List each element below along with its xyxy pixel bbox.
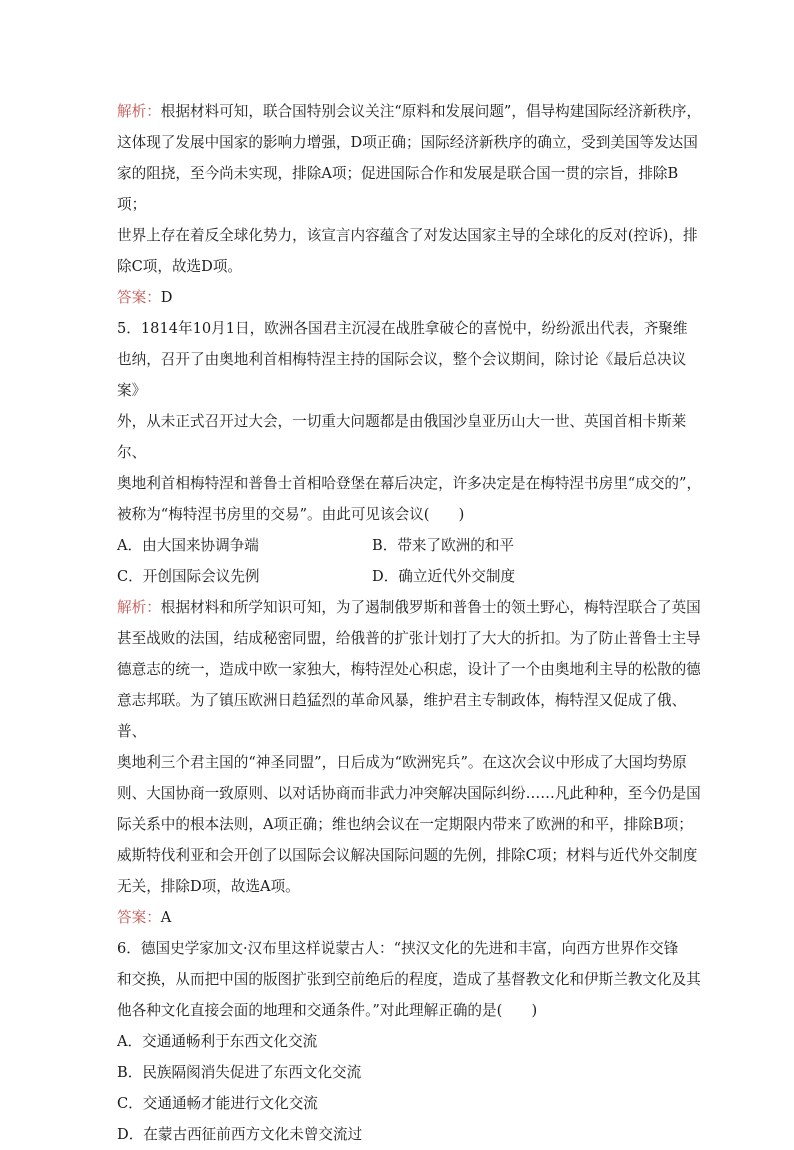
q5-analysis-line-1: 解析：根据材料和所学知识可知，为了遏制俄罗斯和普鲁士的领土野心，梅特涅联合了英国 [117,599,701,616]
answer-value: D [160,289,173,306]
q5-stem-line-2: 也纳，召开了由奥地利首相梅特涅主持的国际会议，整个会议期间，除讨论《最后总决议案》 [117,351,687,399]
q6-stem-line-1: 6．德国史学家加文·汉布里这样说蒙古人：“挟汉文化的先进和丰富，向西方世界作交锋 [117,940,679,957]
analysis-label: 解析： [117,103,161,120]
answer-label: 答案： [117,289,161,306]
q5-options-row-2 [117,561,704,592]
q5-analysis-line-8: 威斯特伐利亚和会开创了以国际会议解决国际问题的先例，排除C项；材料与近代外交制度 [117,847,698,864]
q5-option-b: B．带来了欧洲的和平 [372,537,515,554]
q4-analysis-line-3: 家的阻挠，至今尚未实现，排除A项；促进国际合作和发展是联合国一贯的宗旨，排除B项； [117,165,679,213]
q5-stem-line-3: 外，从未正式召开过大会，一切重大问题都是由俄国沙皇亚历山大一世、英国首相卡斯莱尔、 [117,413,687,461]
q4-answer [117,282,704,313]
q5-option-c: C．开创国际会议先例 [117,568,260,585]
q5-analysis-line-2: 甚至战败的法国，结成秘密同盟，给俄普的扩张计划打了大大的折扣。为了防止普鲁士主导 [117,630,701,647]
q6-option-b: B．民族隔阂消失促进了东西文化交流 [117,1064,362,1081]
q5-analysis-line-4: 意志邦联。为了镇压欧洲日趋猛烈的革命风暴，维护君主专制政体，梅特涅又促成了俄、普、 [117,692,687,740]
q5-analysis-line-3: 德意志的统一，造成中欧一家独大，梅特涅处心积虑，设计了一个由奥地利主导的松散的德 [117,661,701,678]
q5-analysis-line-7: 际关系中的根本法则，A项正确；维也纳会议在一定期限内带来了欧洲的和平，排除B项； [117,816,693,833]
answer-value: A [160,909,172,926]
q5-block [117,313,704,933]
q6-block [117,933,704,1150]
q4-analysis-line-5: 除C项，故选D项。 [117,258,243,275]
q5-analysis-line-5: 奥地利三个君主国的“神圣同盟”，日后成为“欧洲宪兵”。在这次会议中形成了大国均势原 [117,754,687,771]
q5-analysis-line-9: 无关，排除D项，故选A项。 [117,878,300,895]
q6-option-d: D．在蒙古西征前西方文化未曾交流过 [117,1126,363,1143]
answer-label: 答案： [117,909,161,926]
q4-analysis-line-2: 这体现了发展中国家的影响力增强，D项正确；国际经济新秩序的确立，受到美国等发达国 [117,134,698,151]
q5-options-row-1 [117,530,704,561]
q6-stem-line-3: 他各种文化直接会面的地理和交通条件。”对此理解正确的是( ) [117,1002,538,1019]
q5-analysis-line-6: 则、大国协商一致原则、以对话协商而非武力冲突解决国际纠纷……凡此种种，至今仍是国 [117,785,701,802]
analysis-label: 解析： [117,599,161,616]
q5-option-d: D．确立近代外交制度 [372,568,516,585]
q5-stem-line-4: 奥地利首相梅特涅和普鲁士首相哈登堡在幕后决定，许多决定是在梅特涅书房里“成交的”， [117,475,702,492]
q5-option-a: A．由大国来协调争端 [117,537,259,554]
q6-option-a: A．交通通畅利于东西文化交流 [117,1033,318,1050]
q5-answer [117,902,704,933]
q4-analysis-line-4: 世界上存在着反全球化势力，该宣言内容蕴含了对发达国家主导的全球化的反对(控诉)，排 [117,227,698,244]
q6-stem-line-2: 和交换，从而把中国的版图扩张到空前绝后的程度，造成了基督教文化和伊斯兰教文化及其 [117,971,701,988]
q6-option-c: C．交通通畅才能进行文化交流 [117,1095,318,1112]
q5-stem-line-1: 5．1814年10月1日，欧洲各国君主沉浸在战胜拿破仑的喜悦中，纷纷派出代表，齐聚维 [117,320,688,337]
q5-stem-line-5: 被称为“梅特涅书房里的交易”。由此可见该会议( ) [117,506,465,523]
q4-analysis-line-1: 解析：根据材料可知，联合国特别会议关注“原料和发展问题”，倡导构建国际经济新秩序， [117,103,702,120]
q4-block [117,96,704,313]
